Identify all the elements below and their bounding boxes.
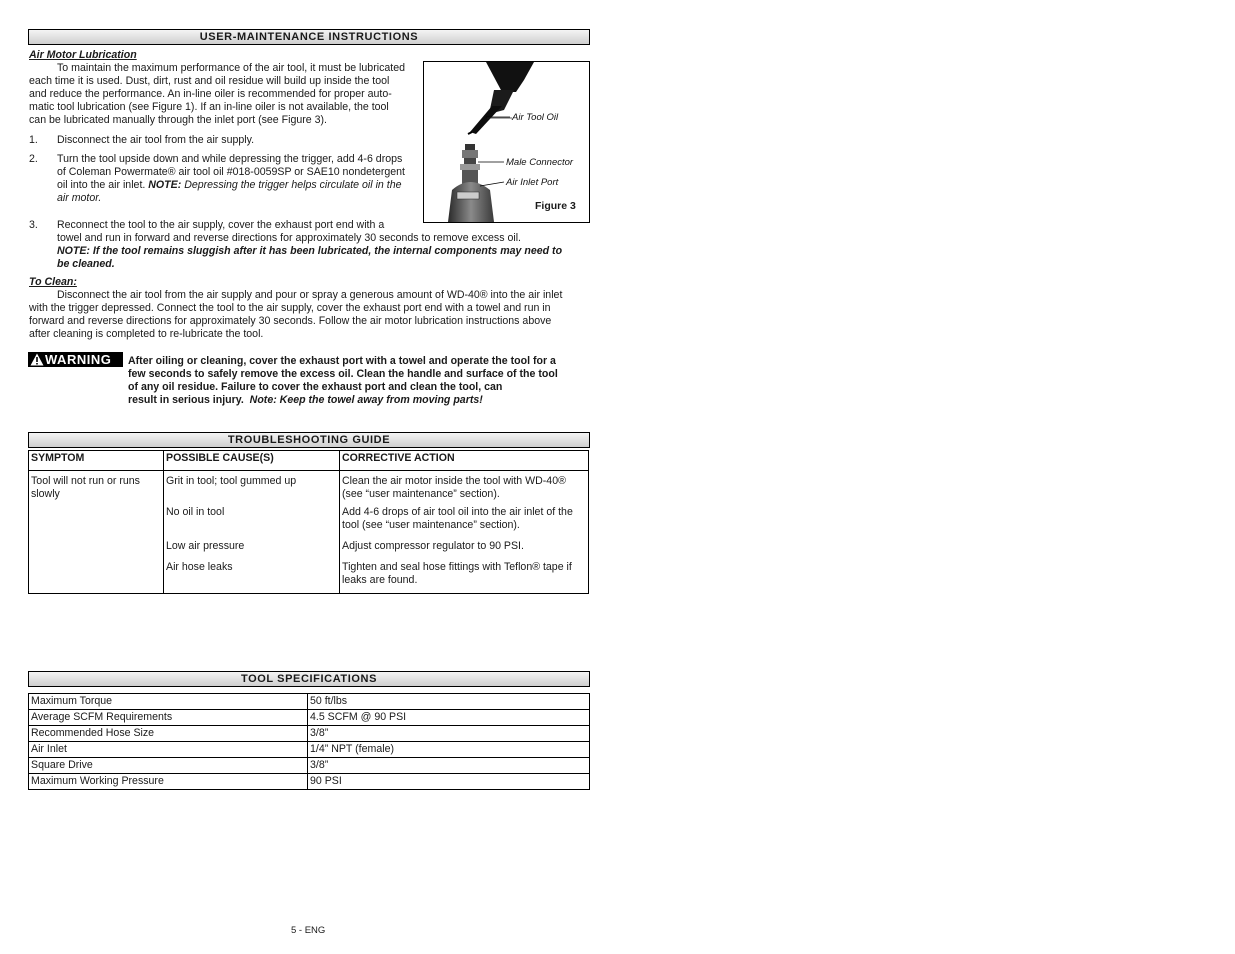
- lube-line: matic tool lubrication (see Figure 1). If an in-line oiler is not available, the tool: [29, 101, 389, 113]
- step-number: 3.: [29, 219, 38, 231]
- spec-label: Air Inlet: [29, 742, 308, 758]
- clean-paragraph: [29, 289, 589, 341]
- action-cell: Tighten and seal hose fittings with Teflon® tape if leaks are found.: [340, 561, 589, 594]
- table-row: [29, 471, 589, 507]
- note-label: NOTE:: [148, 179, 182, 191]
- lube-line: each time it is used. Dust, dirt, rust and oil residue will build up inside the tool: [29, 75, 390, 87]
- column-header: CORRECTIVE ACTION: [340, 451, 589, 471]
- spec-label: Maximum Working Pressure: [29, 774, 308, 790]
- spec-label: Average SCFM Requirements: [29, 710, 308, 726]
- step-text: [57, 153, 427, 205]
- step-text: [57, 219, 589, 271]
- page-number: 5 - ENG: [291, 925, 326, 936]
- spec-label: Recommended Hose Size: [29, 726, 308, 742]
- warning-badge: [28, 352, 123, 367]
- spec-value: 4.5 SCFM @ 90 PSI: [308, 710, 590, 726]
- table-row: [29, 742, 590, 758]
- table-row: [29, 758, 590, 774]
- maintenance-banner: USER-MAINTENANCE INSTRUCTIONS: [28, 29, 590, 45]
- lube-line: To maintain the maximum performance of the air tool, it must be lubricated: [57, 62, 405, 74]
- note-text: Depressing the trigger helps circulate oil in the: [181, 179, 402, 191]
- table-row: [29, 710, 590, 726]
- lubrication-paragraph: [29, 62, 424, 127]
- cause-cell: No oil in tool: [164, 506, 340, 540]
- spec-value: 3/8”: [308, 726, 590, 742]
- lube-line: and reduce the performance. An in-line oiler is recommended for proper auto-: [29, 88, 392, 100]
- spec-label: Square Drive: [29, 758, 308, 774]
- step-note-line: be cleaned.: [57, 258, 115, 270]
- step-note-line: NOTE: If the tool remains sluggish after it has been lubricated, the internal components may need to: [57, 245, 563, 257]
- clean-line: forward and reverse directions for approximately 30 seconds. Follow the air motor lubrication instructions above: [29, 315, 552, 327]
- warning-line: few seconds to safely remove the excess oil. Clean the handle and surface of the tool: [128, 368, 558, 380]
- clean-line: with the trigger depressed. Connect the tool to the air supply, cover the exhaust port end with a towel and run in: [29, 302, 551, 314]
- step-line: [57, 192, 427, 205]
- symptom-cell: Tool will not run or runs slowly: [29, 471, 164, 594]
- warning-line-segment: result in serious injury.: [128, 394, 244, 406]
- figure-caption: Figure 3: [535, 200, 576, 212]
- step-line: [57, 179, 427, 192]
- spec-value: 50 ft/lbs: [308, 694, 590, 710]
- warning-line: After oiling or cleaning, cover the exhaust port with a towel and operate the tool for a: [128, 355, 556, 367]
- troubleshooting-banner: TROUBLESHOOTING GUIDE: [28, 432, 590, 448]
- clean-heading: To Clean:: [29, 276, 77, 288]
- clean-line: after cleaning is completed to re-lubricate the tool.: [29, 328, 264, 340]
- cause-cell: Air hose leaks: [164, 561, 340, 594]
- warning-note: Note: Keep the towel away from moving parts!: [249, 394, 483, 406]
- cause-cell: Grit in tool; tool gummed up: [164, 471, 340, 507]
- step-2: [29, 153, 424, 205]
- specifications-table: [28, 693, 590, 790]
- clean-line: Disconnect the air tool from the air supply and pour or spray a generous amount of WD-40® into the air inlet: [57, 289, 563, 301]
- step-text-segment: oil into the air inlet.: [57, 179, 149, 191]
- warning-triangle-icon: [30, 353, 44, 366]
- spec-label: Maximum Torque: [29, 694, 308, 710]
- warning-line: [128, 394, 588, 407]
- troubleshooting-table: [28, 450, 589, 594]
- action-cell: Add 4-6 drops of air tool oil into the air inlet of the tool (see “user maintenance” section).: [340, 506, 589, 540]
- spec-value: 1/4” NPT (female): [308, 742, 590, 758]
- table-row: [29, 694, 590, 710]
- table-row: [29, 726, 590, 742]
- step-1: [29, 134, 424, 147]
- note-text: air motor.: [57, 192, 102, 204]
- warning-line: of any oil residue. Failure to cover the exhaust port and clean the tool, can: [128, 381, 503, 393]
- step-number: 2.: [29, 153, 38, 165]
- figure-label-air-inlet: Air Inlet Port: [506, 177, 559, 188]
- warning-text: [128, 355, 588, 407]
- action-cell: Clean the air motor inside the tool with WD-40® (see “user maintenance” section).: [340, 471, 589, 507]
- air-tool-illustration: [424, 62, 589, 222]
- step-number: 1.: [29, 134, 38, 146]
- action-cell: Adjust compressor regulator to 90 PSI.: [340, 540, 589, 561]
- spec-value: 90 PSI: [308, 774, 590, 790]
- lube-line: can be lubricated manually through the inlet port (see Figure 3).: [29, 114, 327, 126]
- warning-badge-text: WARNING: [45, 352, 112, 367]
- cause-cell: Low air pressure: [164, 540, 340, 561]
- figure-label-oil: Air Tool Oil: [512, 112, 559, 123]
- step-line: Reconnect the tool to the air supply, cover the exhaust port end with a: [57, 219, 385, 231]
- figure-label-male-connector: Male Connector: [506, 157, 574, 168]
- step-line: Turn the tool upside down and while depressing the trigger, add 4-6 drops: [57, 153, 403, 165]
- step-text: Disconnect the air tool from the air supply.: [57, 134, 255, 146]
- step-line: of Coleman Powermate® air tool oil #018-0059SP or SAE10 nondetergent: [57, 166, 406, 178]
- table-row: [29, 774, 590, 790]
- step-line: towel and run in forward and reverse directions for approximately 30 seconds to remove excess oil.: [57, 232, 521, 244]
- spec-value: 3/8”: [308, 758, 590, 774]
- specifications-banner: TOOL SPECIFICATIONS: [28, 671, 590, 687]
- table-header-row: [29, 451, 589, 471]
- column-header: POSSIBLE CAUSE(S): [164, 451, 340, 471]
- column-header: SYMPTOM: [29, 451, 164, 471]
- lubrication-heading: Air Motor Lubrication: [29, 49, 137, 61]
- figure-3: [423, 61, 590, 223]
- step-3: [29, 219, 589, 271]
